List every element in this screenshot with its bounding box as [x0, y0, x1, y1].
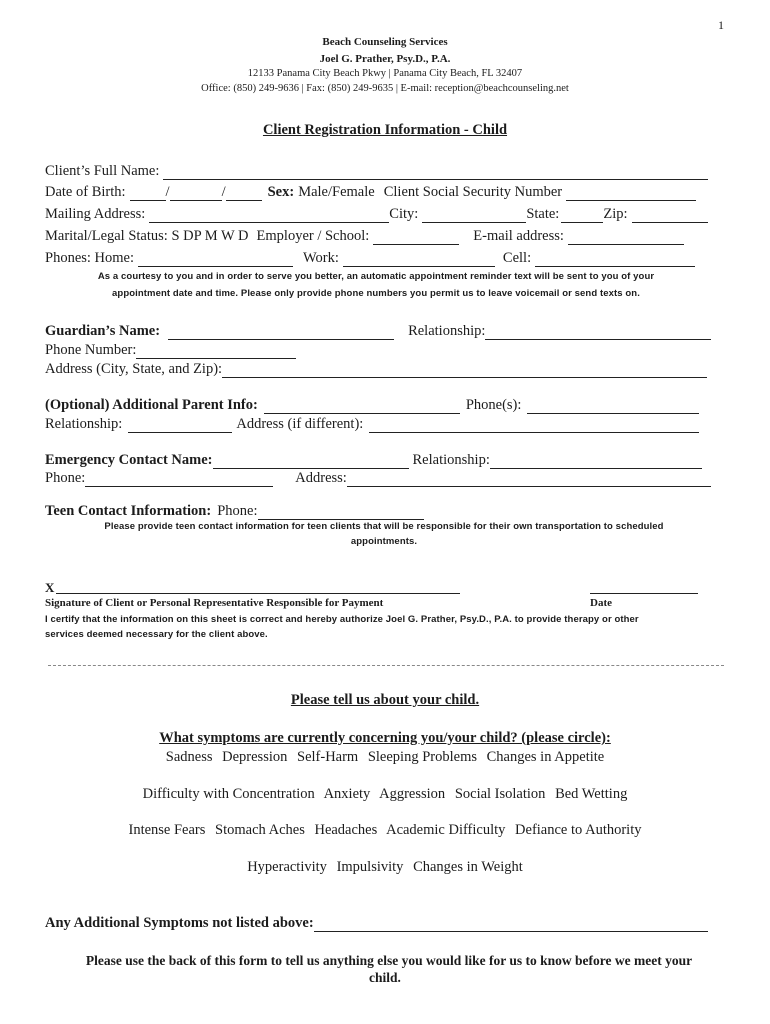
symptom-option[interactable]: Intense Fears: [128, 822, 206, 838]
page-number: 1: [718, 18, 724, 32]
symptom-option[interactable]: Social Isolation: [454, 786, 546, 802]
symptom-row-3: [0, 822, 770, 839]
cell-phone-field[interactable]: [535, 252, 695, 267]
symptom-option[interactable]: Stomach Aches: [215, 822, 305, 838]
emergency-phone-label: Phone:: [45, 470, 86, 486]
signature-label: Signature of Client or Personal Representative Responsible for Payment: [45, 597, 384, 609]
teen-contact-label: Teen Contact Information:: [45, 503, 212, 519]
symptom-row-1: [0, 749, 770, 766]
state-label: State:: [526, 206, 560, 222]
guardian-name-field[interactable]: [168, 325, 394, 340]
symptom-option[interactable]: Sadness: [165, 749, 213, 765]
city-label: City:: [389, 206, 419, 222]
additional-parent-relationship-field[interactable]: [128, 418, 232, 433]
full-name-field[interactable]: [163, 165, 708, 180]
row-phones: [45, 247, 716, 267]
work-phone-field[interactable]: [343, 252, 495, 267]
zip-label: Zip:: [603, 206, 628, 222]
additional-parent-address-label: Address (if different):: [236, 416, 364, 432]
ssn-label: Client Social Security Number: [383, 184, 563, 200]
symptom-option[interactable]: Difficulty with Concentration: [142, 786, 315, 802]
guardian-name-label: Guardian’s Name:: [45, 323, 161, 339]
row-marital: [45, 225, 716, 245]
date-label: Date: [590, 597, 612, 609]
email-field[interactable]: [568, 230, 684, 245]
emergency-phone-field[interactable]: [85, 472, 273, 487]
emergency-name-label: Emergency Contact Name:: [45, 452, 213, 468]
email-label: E-mail address:: [473, 228, 564, 244]
closing-line1: Please use the back of this form to tell us anything else you would like for us to know before we meet your: [85, 953, 693, 968]
symptom-option[interactable]: Aggression: [379, 786, 446, 802]
additional-parent-field[interactable]: [264, 399, 460, 414]
symptom-option[interactable]: Impulsivity: [336, 859, 404, 875]
child-section-heading: Please tell us about your child.: [290, 692, 480, 708]
symptom-option[interactable]: Hyperactivity: [247, 859, 327, 875]
guardian-relationship-field[interactable]: [485, 325, 711, 340]
guardian-address-field[interactable]: [222, 363, 707, 378]
symptom-option[interactable]: Changes in Appetite: [486, 749, 605, 765]
additional-parent-relationship-label: Relationship:: [45, 416, 123, 432]
symptom-row-2: [0, 786, 770, 803]
provider-name: Joel G. Prather, Psy.D., P.A.: [319, 53, 451, 65]
section-divider: [48, 665, 724, 666]
dob-separator: /: [165, 184, 170, 200]
teen-note-line1: Please provide teen contact information for teen clients that will be responsible for their own transportation to scheduled: [104, 521, 664, 532]
sex-label: Sex:: [267, 184, 295, 200]
courtesy-note-line1: As a courtesy to you and in order to serve you better, an automatic appointment reminder text will be sent to you of your: [97, 271, 655, 282]
emergency-address-label: Address:: [295, 470, 347, 486]
employer-label: Employer / School:: [256, 228, 370, 244]
symptom-option[interactable]: Depression: [222, 749, 288, 765]
zip-field[interactable]: [632, 208, 708, 223]
mailing-label: Mailing Address:: [45, 206, 146, 222]
marital-status-options[interactable]: Marital/Legal Status: S DP M W D: [45, 228, 249, 244]
symptom-row-4: [0, 859, 770, 876]
row-full-name: [45, 160, 716, 180]
additional-symptoms-field[interactable]: [314, 917, 708, 932]
additional-parent-phones-field[interactable]: [527, 399, 699, 414]
symptom-option[interactable]: Changes in Weight: [413, 859, 523, 875]
org-address: 12133 Panama City Beach Pkwy | Panama City Beach, FL 32407: [247, 68, 523, 79]
additional-parent-phones-label: Phone(s):: [465, 397, 522, 413]
teen-note-line2: appointments.: [350, 536, 418, 547]
org-contact: Office: (850) 249-9636 | Fax: (850) 249-9635 | E-mail: reception@beachcounseling.net: [201, 83, 569, 94]
guardian-address-label: Address (City, State, and Zip):: [45, 361, 223, 377]
guardian-phone-field[interactable]: [136, 344, 296, 359]
cell-phone-label: Cell:: [502, 250, 532, 266]
ssn-field[interactable]: [566, 186, 696, 201]
signature-x-mark: X: [45, 580, 55, 595]
guardian-relationship-label: Relationship:: [408, 323, 486, 339]
home-phone-field[interactable]: [138, 252, 293, 267]
org-name: Beach Counseling Services: [322, 36, 448, 48]
guardian-phone-label: Phone Number:: [45, 342, 137, 358]
row-emergency-phone: [45, 467, 716, 487]
courtesy-note-line2: appointment date and time. Please only provide phone numbers you permit us to leave voicemail or send texts on.: [112, 288, 640, 299]
dob-separator: /: [221, 184, 226, 200]
city-field[interactable]: [422, 208, 526, 223]
teen-phone-label: Phone:: [217, 503, 258, 519]
symptom-option[interactable]: Self-Harm: [297, 749, 359, 765]
symptoms-question: What symptoms are currently concerning you/your child? (please circle):: [159, 730, 611, 746]
additional-parent-address-field[interactable]: [369, 418, 699, 433]
row-teen-contact: [45, 500, 716, 520]
row-additional-symptoms: [45, 912, 716, 932]
teen-phone-field[interactable]: [258, 505, 424, 520]
row-guardian: [45, 320, 716, 340]
certify-line2: services deemed necessary for the client above.: [45, 629, 268, 640]
signature-field[interactable]: [56, 579, 460, 594]
date-field[interactable]: [590, 579, 698, 594]
additional-symptoms-label: Any Additional Symptoms not listed above:: [45, 915, 314, 931]
row-additional-parent: [45, 394, 716, 414]
sex-options[interactable]: Male/Female: [298, 184, 375, 200]
row-dob: [45, 181, 716, 201]
closing-line2: child.: [369, 970, 401, 985]
symptom-option[interactable]: Sleeping Problems: [367, 749, 477, 765]
emergency-relationship-label: Relationship:: [412, 452, 490, 468]
dob-year-field[interactable]: [226, 186, 262, 201]
symptom-option[interactable]: Headaches: [314, 822, 378, 838]
state-field[interactable]: [561, 208, 603, 223]
dob-day-field[interactable]: [170, 186, 222, 201]
employer-field[interactable]: [373, 230, 459, 245]
row-additional-parent-relationship: [45, 413, 716, 433]
symptom-option[interactable]: Academic Difficulty: [386, 822, 506, 838]
mailing-field[interactable]: [149, 208, 389, 223]
form-title: Client Registration Information - Child: [262, 122, 508, 138]
dob-label: Date of Birth:: [45, 184, 126, 200]
dob-month-field[interactable]: [130, 186, 166, 201]
symptom-option[interactable]: Anxiety: [323, 786, 371, 802]
home-phone-label: Phones: Home:: [45, 250, 135, 266]
row-guardian-address: [45, 358, 716, 378]
full-name-label: Client’s Full Name:: [45, 163, 160, 179]
symptom-option[interactable]: Bed Wetting: [555, 786, 628, 802]
symptom-option[interactable]: Defiance to Authority: [515, 822, 642, 838]
row-emergency: [45, 449, 716, 469]
work-phone-label: Work:: [303, 250, 339, 266]
row-guardian-phone: [45, 339, 716, 359]
additional-parent-label: (Optional) Additional Parent Info:: [45, 397, 258, 413]
certify-line1: I certify that the information on this sheet is correct and hereby authorize Joel G. Prather, Psy.D., P.A. to provide therapy or other: [45, 614, 639, 625]
row-mailing: [45, 203, 716, 223]
emergency-address-field[interactable]: [347, 472, 711, 487]
